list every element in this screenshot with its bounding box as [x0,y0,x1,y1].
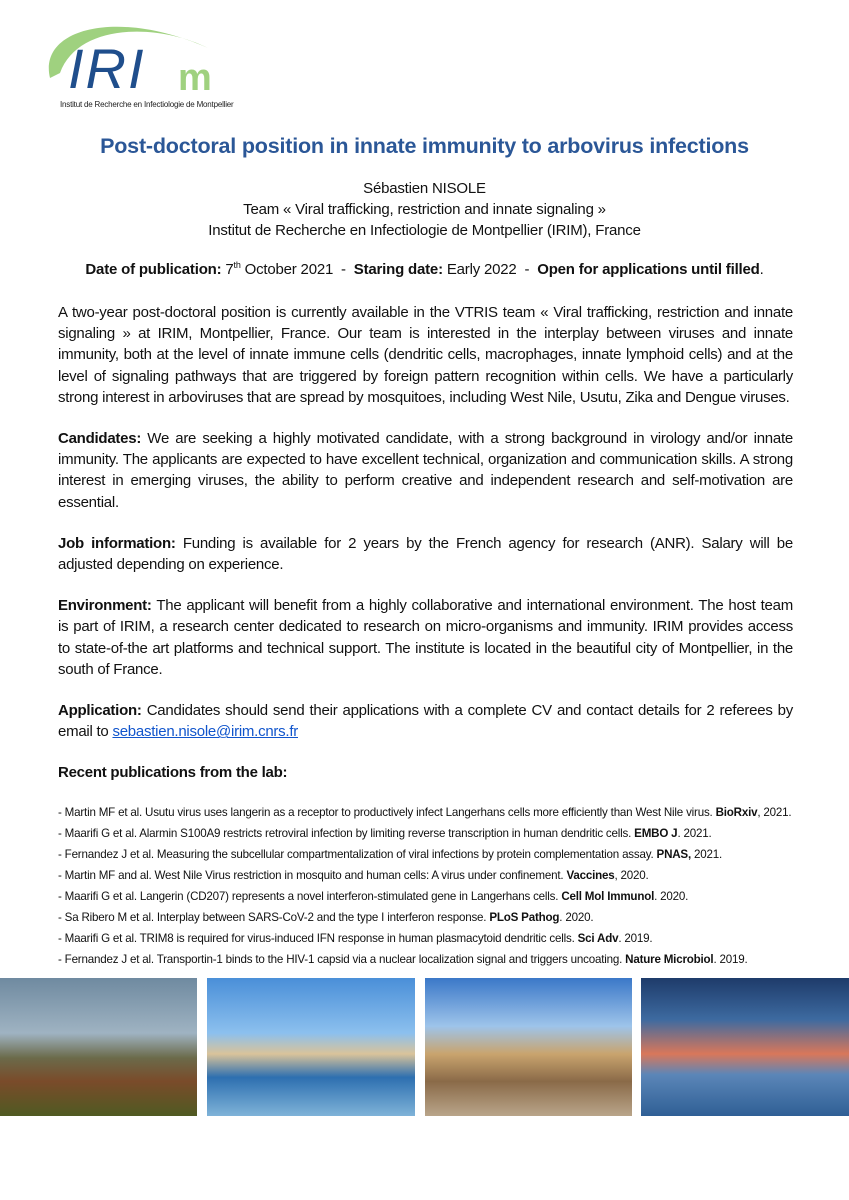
photo-landscape [0,978,197,1116]
pub-year: . 2020. [654,889,689,903]
publication-item [58,930,793,947]
pub-text: - Martin MF and al. West Nile Virus restriction in mosquito and human cells: A virus under confinement. [58,868,567,882]
page-title: Post-doctoral position in innate immunity to arbovirus infections [100,134,749,158]
publication-item [58,867,793,884]
pub-year: . 2020. [559,910,594,924]
contact-name: Sébastien NISOLE [363,180,486,197]
publication-item [58,846,793,863]
pub-date-label: Date of publication: [85,261,222,278]
candidates-text: We are seeking a highly motivated candidate, with a strong background in virology and/or innate immunity. The applicants are expected to have excellent technical, organization and communication skills. A strong interest in emerging viruses, the ability to perform creative and independent research and self-motivation are essential. [58,430,793,511]
pub-text: - Maarifi G et al. Alarmin S100A9 restricts retroviral infection by limiting reverse transcription in human dendritic cells. [58,826,635,840]
pub-journal: EMBO J [634,826,678,840]
pub-year: . 2019. [713,952,748,966]
pub-year: , 2020. [614,868,649,882]
body-text [58,302,793,784]
publication-item [58,909,793,926]
pub-journal: Cell Mol Immunol [561,889,655,903]
irim-logo [38,8,238,94]
publication-item [58,888,793,905]
job-label: Job information: [58,534,176,552]
separator: - [516,261,538,278]
pub-journal: PNAS, [656,847,691,861]
environment-text: The applicant will benefit from a highly collaborative and international environment. The host team is part of IRIM, a research center dedicated to research on micro-organisms and immunity. IRIM provides access to state-of-the art platforms and technical support. The institute is located in the beautiful city of Montpellier, in the south of France. [58,597,793,678]
contact-block [20,178,829,241]
pub-journal: Vaccines [566,868,615,882]
pub-text: - Maarifi G et al. Langerin (CD207) represents a novel interferon-stimulated gene in Langerhans cells. [58,889,562,903]
candidates-paragraph [58,428,793,513]
publication-item [58,804,793,821]
publications-heading: Recent publications from the lab: [58,764,288,782]
pub-text: - Fernandez J et al. Measuring the subcellular compartmentalization of viral infections by protein complementation assay. [58,847,657,861]
pub-text: - Martin MF et al. Usutu virus uses langerin as a receptor to productively infect Langerhans cells more efficiently than West Nile virus. [58,805,716,819]
job-paragraph [58,533,793,575]
environment-label: Environment: [58,597,152,615]
pub-year: . 2019. [618,931,653,945]
candidates-label: Candidates: [58,430,142,448]
period: . [759,261,764,278]
photo-flamingos [641,978,849,1116]
publications-list [58,804,793,968]
publication-item [58,825,793,842]
photo-harbor [207,978,415,1116]
email-link[interactable]: sebastien.nisole@irim.cnrs.fr [112,723,298,741]
pub-year: 2021. [690,847,723,861]
pub-journal: Sci Adv [577,931,619,945]
application-label: Application: [58,702,142,720]
environment-paragraph [58,595,793,680]
svg-text:IRI: IRI [68,37,146,94]
photo-strip [0,978,849,1131]
pub-month-year: October 2021 [240,261,334,278]
pub-day-suffix: th [233,260,241,270]
start-date-label: Staring date: [353,261,443,278]
application-text: Candidates should send their applications with a complete CV and contact details for 2 referees by email to [58,702,793,741]
start-date-value: Early 2022 [442,261,517,278]
intro-paragraph: A two-year post-doctoral position is currently available in the VTRIS team « Viral trafficking, restriction and innate signaling » at IRIM, Montpellier, France. Our team is interested in the interplay between viruses and innate immunity, both at the level of innate immune cells (dendritic cells, macrophages, innate lymphoid cells) and at the level of signaling pathways that are triggered by foreign pattern recognition within cells. We have a particularly strong interest in arboviruses that are spread by mosquitoes, including West Nile, Usutu, Zika and Dengue viruses. [58,304,793,406]
application-paragraph [58,700,793,742]
svg-text:m: m [178,57,212,94]
photo-city-square [425,978,632,1116]
pub-year: . 2021. [677,826,712,840]
pub-text: - Fernandez J et al. Transportin-1 binds to the HIV-1 capsid via a nuclear localization signal and triggers uncoating. [58,952,626,966]
pub-day: 7 [225,261,234,278]
pub-text: - Maarifi G et al. TRIM8 is required for virus-induced IFN response in human plasmacytoid dendritic cells. [58,931,578,945]
pub-journal: Nature Microbiol [625,952,714,966]
contact-team: Team « Viral trafficking, restriction and innate signaling » [243,201,606,218]
pub-year: , 2021. [757,805,792,819]
logo-subtitle: Institut de Recherche en Infectiologie de Montpellier [60,100,234,109]
dates-line [20,259,829,280]
pub-journal: PLoS Pathog [489,910,560,924]
pub-text: - Sa Ribero M et al. Interplay between SARS-CoV-2 and the type I interferon response. [58,910,490,924]
job-text: Funding is available for 2 years by the French agency for research (ANR). Salary will be adjusted depending on experience. [58,534,793,574]
header [0,0,849,128]
pub-journal: BioRxiv [715,805,758,819]
separator: - [333,261,354,278]
open-status: Open for applications until filled [537,261,760,278]
publication-item [58,951,793,968]
contact-institute: Institut de Recherche en Infectiologie de Montpellier (IRIM), France [208,222,641,239]
